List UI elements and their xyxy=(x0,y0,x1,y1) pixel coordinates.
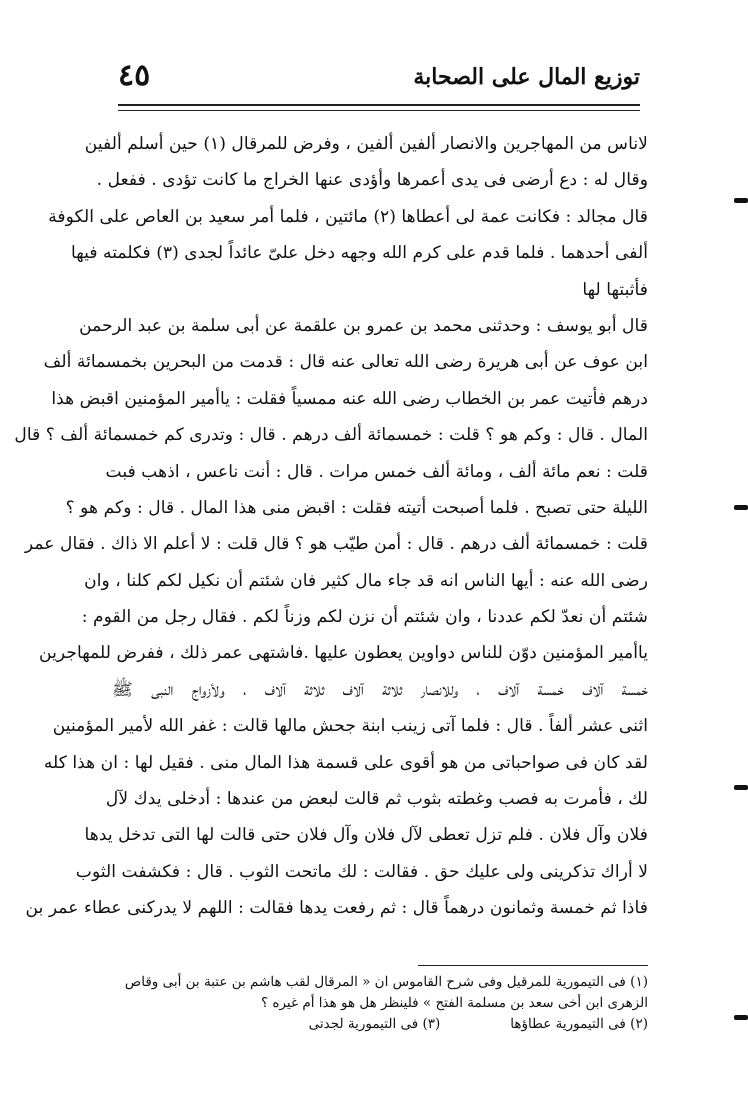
footnote-1-line-1: (١) فى التيمورية للمرقيل وفى شرح القاموس ان « المرقال لقب هاشم بن عتبة بن أبى وقاص xyxy=(124,974,648,990)
body-line: لك ، فأمرت به فصب وغطته بثوب ثم قالت لبعض من عندها : أدخلى يدك لآل xyxy=(105,789,648,810)
page-header xyxy=(118,58,640,98)
body-line: قلت : نعم مائة ألف ، ومائة ألف خمس مرات . قال : أنت ناعس ، اذهب فبت xyxy=(105,461,648,482)
footnote-rule xyxy=(418,965,648,966)
body-line: فلان وآل فلان . فلم تزل تعطى لآل فلان وآل فلان حتى قالت لها التى تدخل يدها xyxy=(84,825,648,846)
body-line: قال مجالد : فكانت عمة لى أعطاها (٢) مائتين ، فلما أمر سعيد بن العاص على الكوفة xyxy=(48,206,648,227)
body-line: الليلة حتى تصبح . فلما أصبحت أتيته فقلت : اقبض منى هذا المال . قال : وكم هو ؟ xyxy=(65,497,648,518)
body-line: وقال له : دع أرضى فى يدى أعمرها وأؤدى عنها الخراج ما كانت تؤدى . ففعل . xyxy=(96,170,648,191)
body-line: لقد كان فى صواحباتى من هو أقوى على قسمة هذا المال منى . فقيل لها : ان هذا كله xyxy=(43,752,648,773)
margin-mark xyxy=(734,198,748,203)
page-number: ٤٥ xyxy=(118,58,151,93)
margin-mark xyxy=(734,785,748,790)
body-line: خمسة آلاف خمسة آلاف ، وللانصار ثلاثة آلاف ثلاثة آلاف ، ولأزواج النبى ﷺ xyxy=(112,679,648,700)
body-line: فأثبتها لها xyxy=(582,279,648,300)
header-rule-thin xyxy=(118,110,640,111)
footnotes xyxy=(112,972,648,1035)
footnote-row xyxy=(112,1014,648,1035)
footnote-2: (٢) فى التيمورية عطاؤها xyxy=(510,1016,648,1032)
body-line: قال أبو يوسف : وحدثنى محمد بن عمرو بن علقمة عن أبى سلمة بن عبد الرحمن xyxy=(79,315,648,336)
margin-mark xyxy=(734,1015,748,1020)
body-line: فاذا ثم خمسة وثمانون درهماً قال : ثم رفعت يدها فقالت : اللهم لا يدركنى عطاء عمر بن xyxy=(25,898,648,919)
header-rule-thick xyxy=(118,104,640,106)
margin-mark xyxy=(734,505,748,510)
body-line: ألفى أحدهما . فلما قدم على كرم الله وجهه دخل علىّ عائداً لجدى (٣) فكلمته فيها xyxy=(70,243,648,264)
body-line: درهم فأتيت عمر بن الخطاب رضى الله عنه ممسياً فقلت : ياأمير المؤمنين اقبض هذا xyxy=(51,388,648,409)
body-line: اثنى عشر ألفاً . قال : فلما آتى زينب ابنة جحش مالها قالت : غفر الله لأمير المؤمنين xyxy=(52,716,648,737)
body-line: رضى الله عنه : أيها الناس انه قد جاء مال كثير فان شئتم أن نكيل لكم كلنا ، وان xyxy=(84,570,648,591)
body-line: المال . قال : وكم هو ؟ قلت : خمسمائة ألف درهم . قال : وتدرى كم خمسمائة ألف ؟ قال xyxy=(14,425,648,446)
body-text xyxy=(14,126,648,927)
body-line: شئتم أن نعدّ لكم عددنا ، وان شئتم أن نزن لكم وزناً لكم . فقال رجل من القوم : xyxy=(81,607,648,628)
body-line: لا أراك تذكرينى ولى عليك حق . فقالت : لك ماتحت الثوب . قال : فكشفت الثوب xyxy=(75,861,648,882)
body-line: ابن عوف عن أبى هريرة رضى الله تعالى عنه قال : قدمت من البحرين بخمسمائة ألف xyxy=(43,352,648,373)
footnote-3: (٣) فى التيمورية لجدتى xyxy=(308,1016,441,1032)
running-title: توزيع المال على الصحابة xyxy=(413,64,640,90)
body-line: قلت : خمسمائة ألف درهم . قال : أمن طيّب هو ؟ قال قلت : لا أعلم الا ذاك . فقال عمر xyxy=(24,534,648,555)
footnote-1-line-2: الزهرى ابن أخى سعد بن مسلمة الفتح » فلينظر هل هو هذا أم غيره ؟ xyxy=(260,995,648,1011)
body-line: لاناس من المهاجرين والانصار ألفين ألفين ، وفرض للمرقال (١) حين أسلم ألفين xyxy=(84,134,648,154)
body-line: ياأمير المؤمنين دوّن للناس دواوين يعطون عليها .فاشتهى عمر ذلك ، ففرض للمهاجرين xyxy=(38,643,648,664)
